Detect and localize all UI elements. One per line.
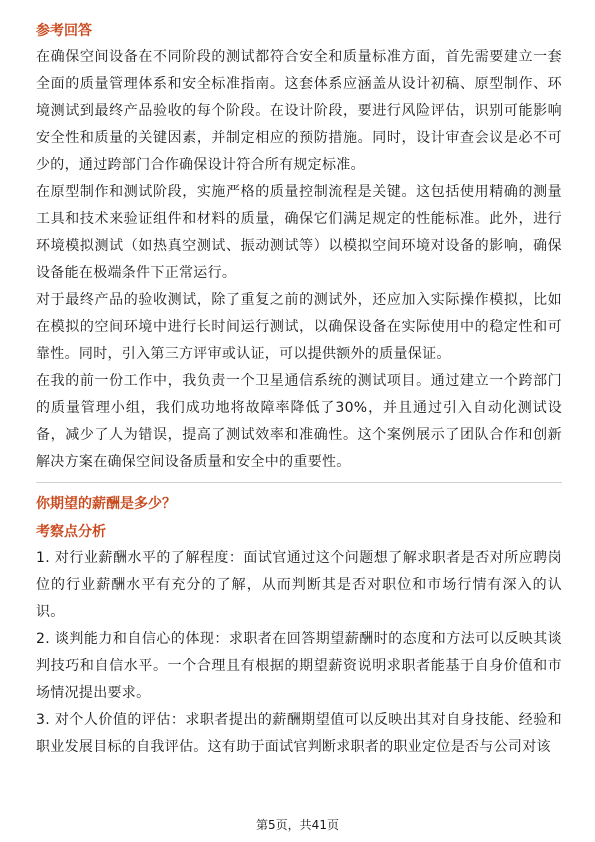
analysis-point-3: 3. 对个人价值的评估：求职者提出的薪酬期望值可以反映出其对自身技能、经验和职业发展目标的自我评估。这有助于面试官判断求职者的职业定位是否与公司对该 [36, 712, 562, 755]
question-title: 你期望的薪酬是多少？ [36, 496, 176, 512]
answer-paragraph-4: 在我的前一份工作中，我负责一个卫星通信系统的测试项目。通过建立一个跨部门的质量管理小组，我们成功地将故障率降低了30%，并且通过引入自动化测试设备，减少了人为错误，提高了测试效率和准确性。这个案例展示了团队合作和创新解决方案在确保空间设备质量和安全中的重要性。 [36, 373, 562, 470]
answer-heading: 参考回答 [36, 23, 92, 39]
section-divider [36, 482, 562, 483]
analysis-point-1: 1. 对行业薪酬水平的了解程度：面试官通过这个问题想了解求职者是否对所应聘岗位的行业薪酬水平有充分的了解，从而判断其是否对职位和市场行情有深入的认识。 [36, 550, 562, 620]
answer-paragraph-2: 在原型制作和测试阶段，实施严格的质量控制流程是关键。这包括使用精确的测量工具和技术来验证组件和材料的质量，确保它们满足规定的性能标准。此外，进行环境模拟测试（如热真空测试、振动测试等）以模拟空间环境对设备的影响，确保设备能在极端条件下正常运行。 [36, 184, 562, 281]
analysis-heading: 考察点分析 [36, 524, 106, 540]
answer-paragraph-3: 对于最终产品的验收测试，除了重复之前的测试外，还应加入实际操作模拟，比如在模拟的空间环境中进行长时间运行测试，以确保设备在实际使用中的稳定性和可靠性。同时，引入第三方评审或认证，可以提供额外的质量保证。 [36, 292, 562, 362]
answer-paragraph-1: 在确保空间设备在不同阶段的测试都符合安全和质量标准方面，首先需要建立一套全面的质量管理体系和安全标准指南。这套体系应涵盖从设计初稿、原型制作、环境测试到最终产品验收的每个阶段。在设计阶段，要进行风险评估，识别可能影响安全性和质量的关键因素，并制定相应的预防措施。同时，设计审查会议是必不可少的，通过跨部门合作确保设计符合所有规定标准。 [36, 49, 562, 173]
analysis-point-2: 2. 谈判能力和自信心的体现：求职者在回答期望薪酬时的态度和方法可以反映其谈判技巧和自信水平。一个合理且有根据的期望薪资说明求职者能基于自身价值和市场情况提出要求。 [36, 631, 562, 701]
page-content [36, 20, 562, 761]
page-number: 第5页，共41页 [256, 818, 339, 832]
